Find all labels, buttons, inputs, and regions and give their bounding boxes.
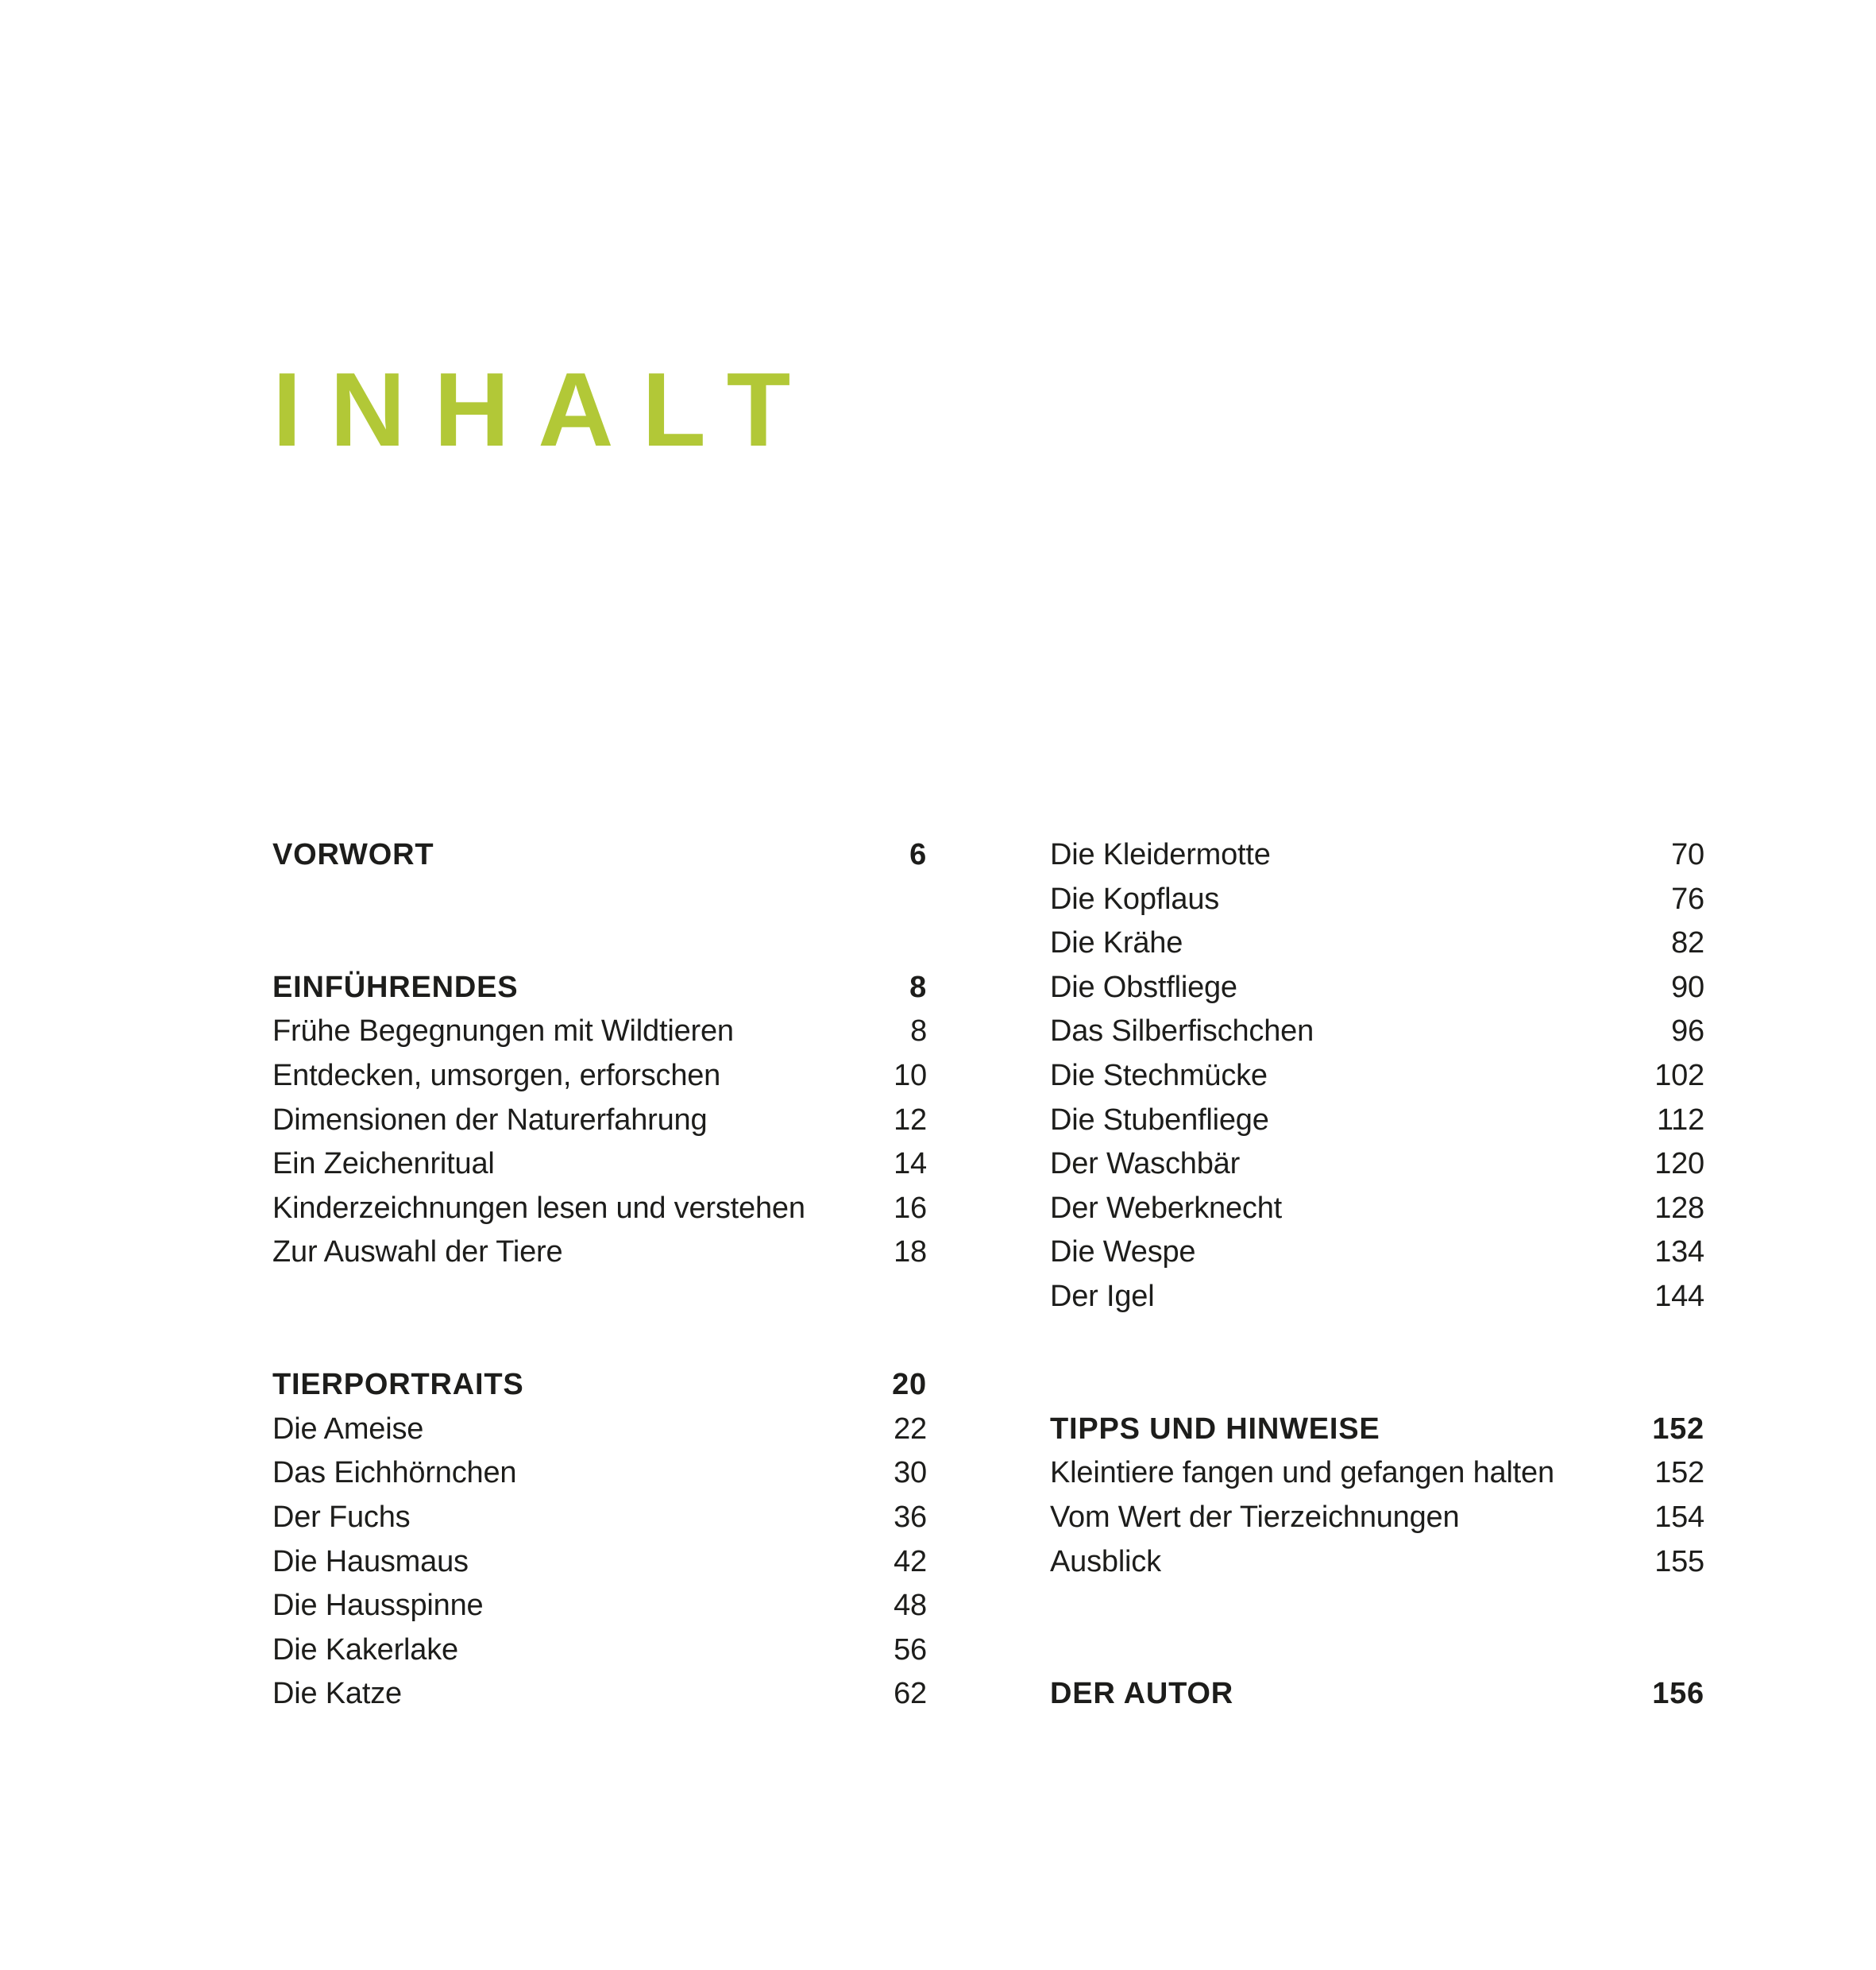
toc-entry-row <box>1050 1054 1704 1099</box>
toc-entry-row <box>1050 1275 1704 1319</box>
toc-entry-row <box>272 1054 927 1099</box>
toc-page-number: 152 <box>1652 1412 1704 1446</box>
toc-section-title: DER AUTOR <box>1050 1677 1233 1711</box>
toc-entry-row <box>272 1672 927 1717</box>
toc-section-header-row <box>272 833 927 878</box>
toc-entry-row <box>1050 921 1704 966</box>
toc-entry-title: Die Hausmaus <box>272 1544 469 1578</box>
toc-page-number: 14 <box>894 1147 927 1181</box>
toc-page-number: 90 <box>1671 970 1704 1004</box>
toc-page-number: 102 <box>1654 1058 1704 1092</box>
toc-page-number: 20 <box>892 1368 927 1402</box>
toc-entry-title: Die Wespe <box>1050 1235 1196 1269</box>
toc-entry-title: Die Ameise <box>272 1412 424 1446</box>
toc-entry-title: Vom Wert der Tierzeichnungen <box>1050 1500 1460 1534</box>
toc-entry-row <box>272 1142 927 1187</box>
toc-page-number: 112 <box>1657 1103 1704 1137</box>
toc-section-title: VORWORT <box>272 838 434 871</box>
toc-page-number: 144 <box>1654 1279 1704 1313</box>
toc-entry-title: Der Weberknecht <box>1050 1191 1282 1225</box>
toc-section-header-row <box>1050 1672 1704 1717</box>
toc-page-number: 18 <box>894 1235 927 1269</box>
toc-entry-title: Frühe Begegnungen mit Wildtieren <box>272 1014 734 1049</box>
toc-blank-row <box>272 921 927 966</box>
toc-entry-title: Kleintiere fangen und gefangen halten <box>1050 1456 1554 1490</box>
page-title: INHALT <box>272 351 819 469</box>
toc-page-number: 16 <box>894 1191 927 1225</box>
toc-page-number: 12 <box>894 1103 927 1137</box>
toc-page-number: 134 <box>1654 1235 1704 1269</box>
toc-entry-title: Die Kleidermotte <box>1050 838 1271 871</box>
toc-entry-title: Ein Zeichenritual <box>272 1147 495 1181</box>
toc-page-number: 30 <box>894 1456 927 1490</box>
toc-entry-row <box>272 1187 927 1231</box>
toc-entry-title: Das Silberfischchen <box>1050 1014 1314 1049</box>
toc-entry-row <box>272 1099 927 1143</box>
toc-entry-title: Dimensionen der Naturerfahrung <box>272 1103 708 1137</box>
toc-blank-row <box>1050 1319 1704 1364</box>
toc-entry-title: Ausblick <box>1050 1544 1161 1578</box>
toc-column-left <box>272 833 927 1717</box>
toc-entry-row <box>272 1230 927 1275</box>
toc-entry-row <box>1050 1540 1704 1585</box>
toc-entry-title: Der Waschbär <box>1050 1147 1241 1181</box>
toc-entry-row <box>272 1408 927 1452</box>
toc-page-number: 22 <box>894 1412 927 1446</box>
toc-page-number: 6 <box>909 838 927 871</box>
toc-entry-title: Der Fuchs <box>272 1500 411 1534</box>
toc-entry-title: Kinderzeichnungen lesen und verstehen <box>272 1191 805 1225</box>
toc-page-number: 96 <box>1671 1014 1704 1049</box>
toc-entry-row <box>272 1496 927 1540</box>
toc-section-header-row <box>272 966 927 1010</box>
toc-entry-row <box>1050 1142 1704 1187</box>
toc-entry-row <box>1050 1230 1704 1275</box>
toc-section-title: EINFÜHRENDES <box>272 970 519 1004</box>
toc-page-number: 42 <box>894 1544 927 1578</box>
toc-entry-title: Die Obstfliege <box>1050 970 1237 1004</box>
toc-entry-row <box>272 1628 927 1673</box>
toc-blank-row <box>1050 1584 1704 1628</box>
toc-entry-row <box>272 1451 927 1496</box>
toc-entry-title: Die Stubenfliege <box>1050 1103 1269 1137</box>
toc-entry-title: Die Hausspinne <box>272 1589 484 1623</box>
toc-page-number: 82 <box>1671 926 1704 960</box>
toc-page-number: 154 <box>1654 1500 1704 1534</box>
toc-page-number: 120 <box>1654 1147 1704 1181</box>
toc-section-title: TIERPORTRAITS <box>272 1368 524 1402</box>
toc-page-number: 76 <box>1671 882 1704 916</box>
toc-blank-row <box>1050 1628 1704 1673</box>
toc-entry-row <box>1050 1451 1704 1496</box>
toc-page-number: 70 <box>1671 838 1704 871</box>
toc-entry-title: Das Eichhörnchen <box>272 1456 517 1490</box>
toc-page-number: 155 <box>1654 1544 1704 1578</box>
toc-entry-row <box>272 1010 927 1054</box>
toc-page-number: 56 <box>894 1632 927 1667</box>
toc-blank-row <box>272 1319 927 1364</box>
toc-entry-row <box>1050 1496 1704 1540</box>
toc-page-number: 36 <box>894 1500 927 1534</box>
toc-entry-row <box>1050 966 1704 1010</box>
toc-entry-row <box>272 1540 927 1585</box>
toc-entry-row <box>1050 878 1704 922</box>
toc-blank-row <box>272 878 927 922</box>
toc-entry-title: Die Katze <box>272 1677 402 1711</box>
toc-column-right <box>1050 833 1704 1717</box>
toc-section-header-row <box>1050 1408 1704 1452</box>
toc-page-number: 152 <box>1654 1456 1704 1490</box>
toc-entry-row <box>1050 1010 1704 1054</box>
toc-page-number: 156 <box>1652 1677 1704 1711</box>
toc-entry-row <box>272 1584 927 1628</box>
toc-entry-title: Entdecken, umsorgen, erforschen <box>272 1058 721 1092</box>
toc-page-number: 128 <box>1654 1191 1704 1225</box>
toc-entry-title: Die Stechmücke <box>1050 1058 1268 1092</box>
toc-section-header-row <box>272 1363 927 1408</box>
toc-entry-title: Zur Auswahl der Tiere <box>272 1235 563 1269</box>
toc-section-title: TIPPS UND HINWEISE <box>1050 1412 1380 1446</box>
toc-page-number: 8 <box>910 1014 927 1049</box>
toc-page-number: 48 <box>894 1589 927 1623</box>
toc-page-number: 10 <box>894 1058 927 1092</box>
toc-entry-title: Die Kakerlake <box>272 1632 458 1667</box>
toc-page-number: 62 <box>894 1677 927 1711</box>
toc-page-number: 8 <box>909 970 927 1004</box>
toc-entry-title: Die Kopflaus <box>1050 882 1220 916</box>
toc-entry-title: Die Krähe <box>1050 926 1183 960</box>
toc-blank-row <box>1050 1363 1704 1408</box>
toc-entry-row <box>1050 1099 1704 1143</box>
toc-entry-title: Der Igel <box>1050 1279 1155 1313</box>
toc-entry-row <box>1050 833 1704 878</box>
toc-entry-row <box>1050 1187 1704 1231</box>
toc-blank-row <box>272 1275 927 1319</box>
